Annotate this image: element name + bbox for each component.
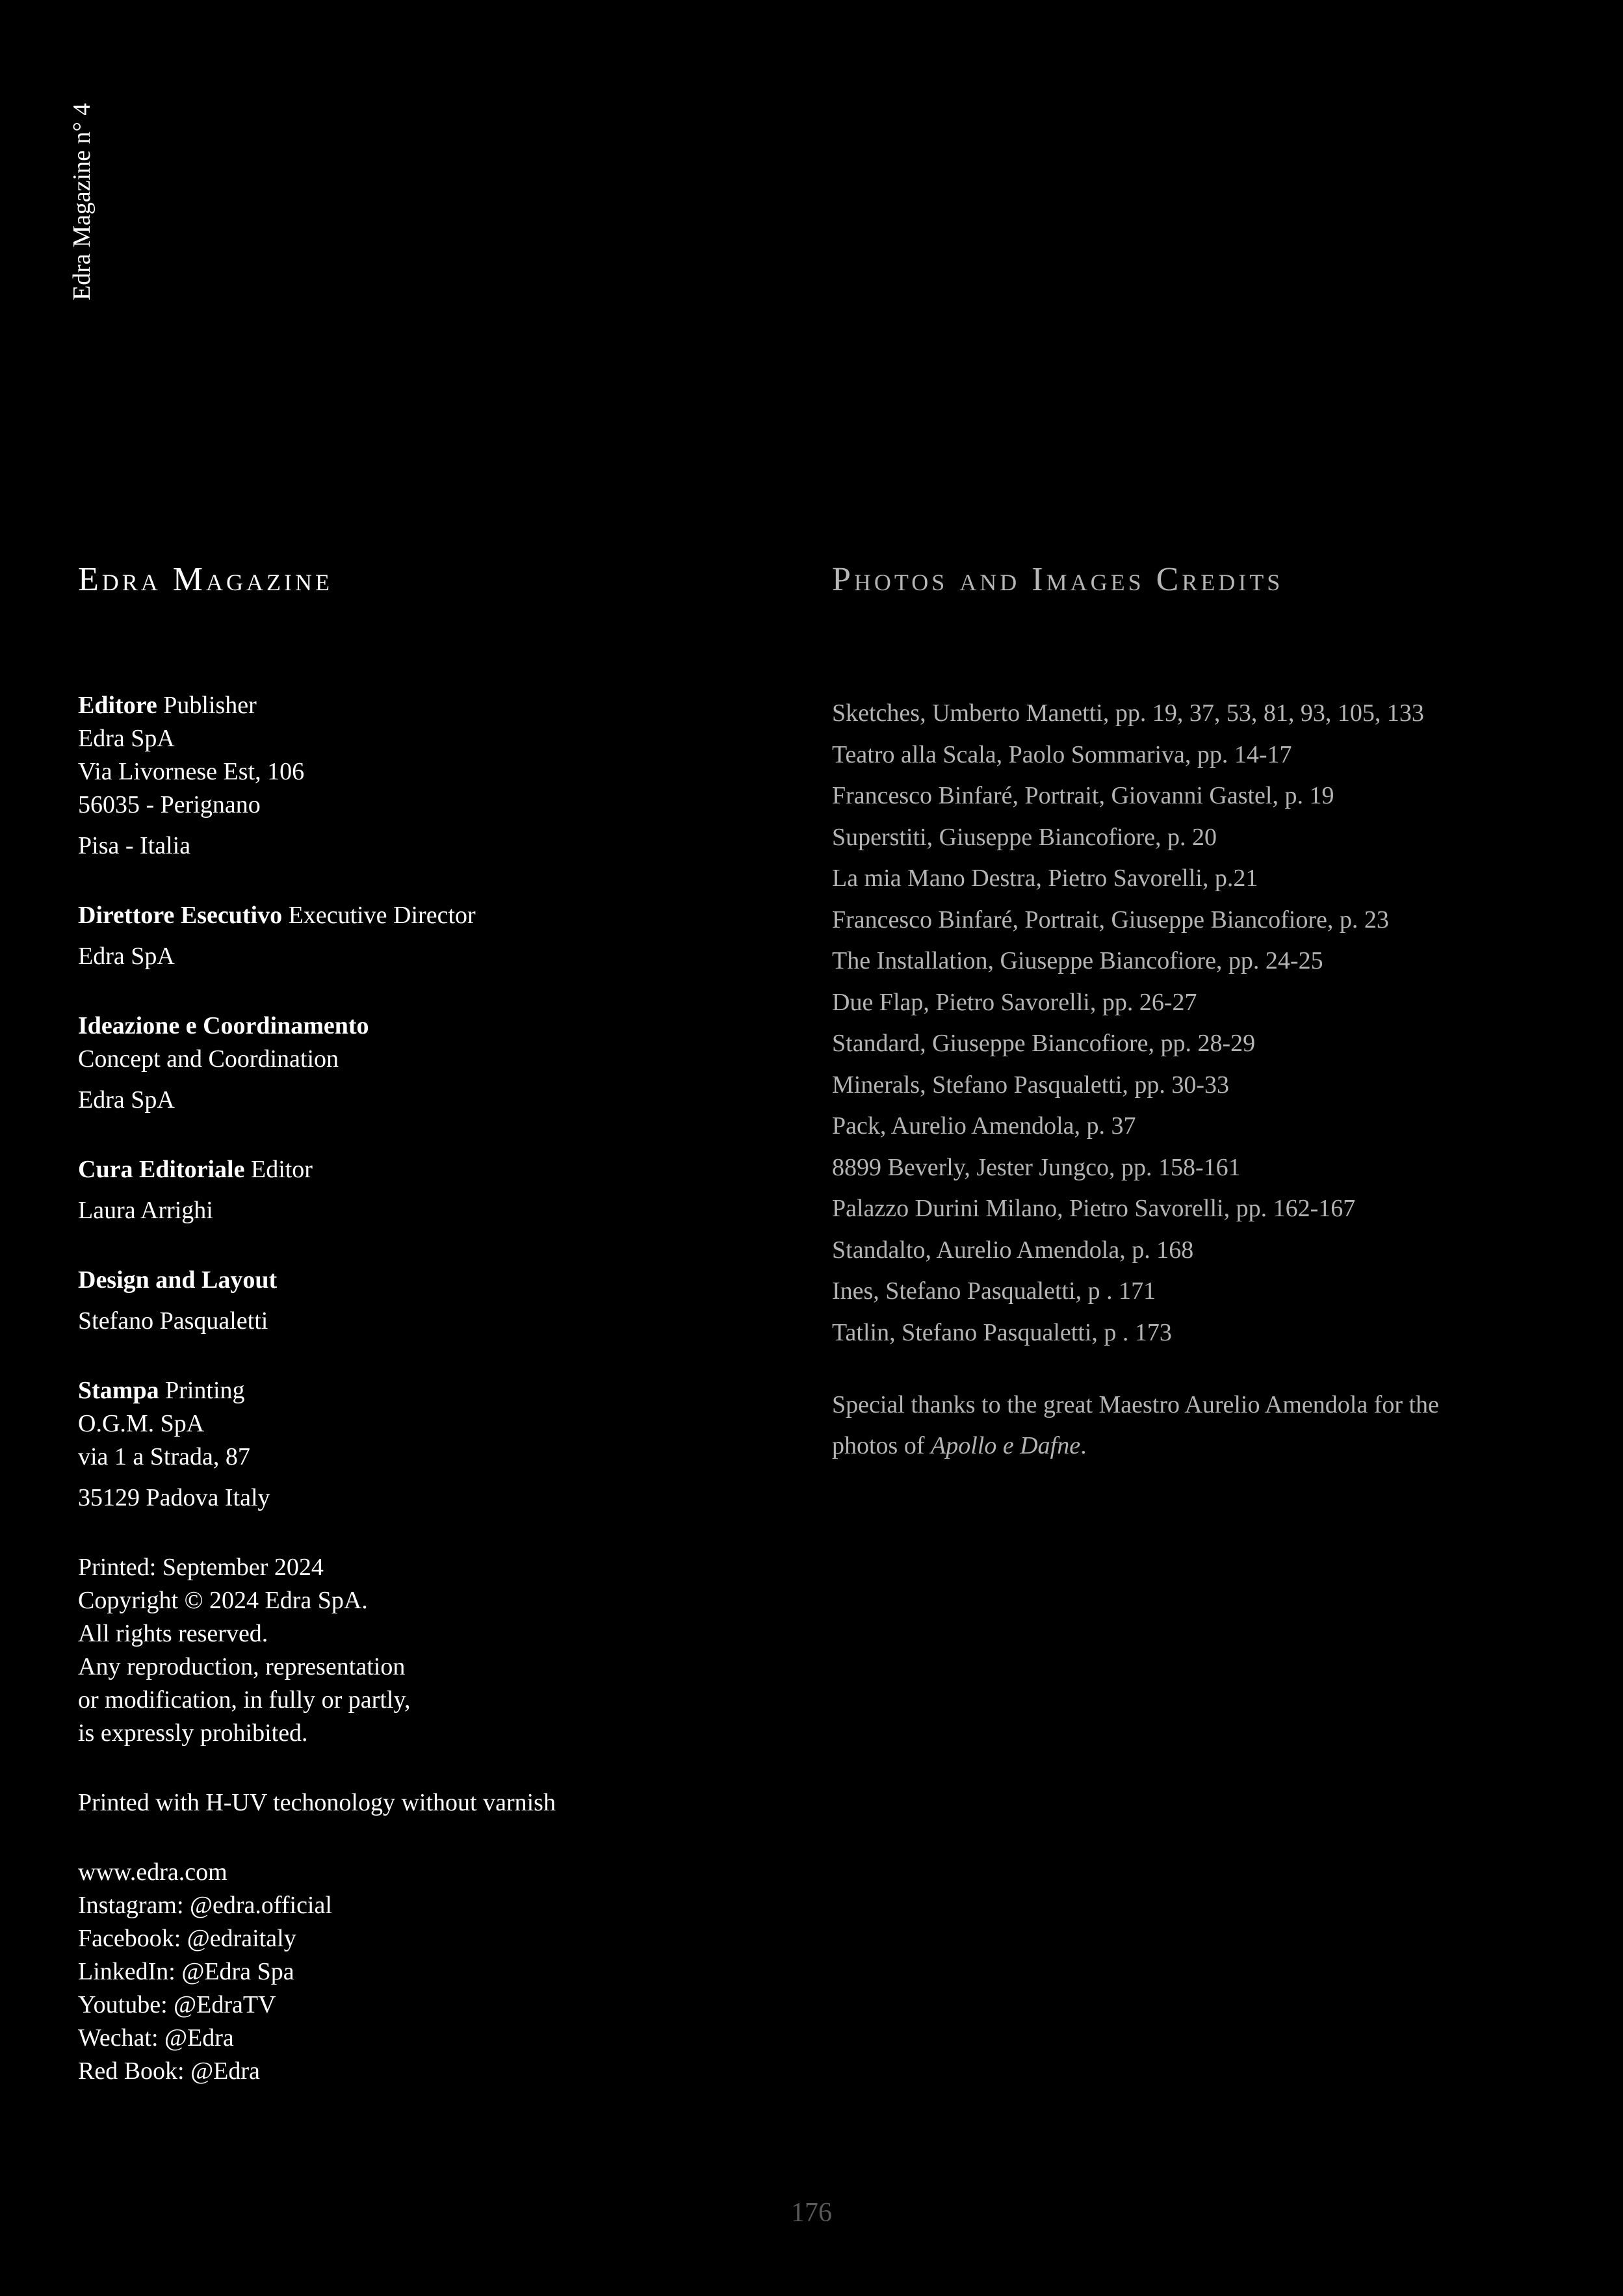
social-wechat: Wechat: @Edra xyxy=(78,2024,234,2052)
publisher-line: 56035 - Perignano xyxy=(78,791,261,818)
thanks-suffix: . xyxy=(1080,1432,1087,1459)
credits-list xyxy=(832,693,1579,1467)
concept-block xyxy=(78,1010,728,1117)
credit-item: Sketches, Umberto Manetti, pp. 19, 37, 53, 81, 93, 105, 133 xyxy=(832,699,1424,727)
social-facebook: Facebook: @edraitaly xyxy=(78,1925,296,1952)
credits-heading: Photos and Images Credits xyxy=(832,561,1284,598)
concept-label-en: Concept and Coordination xyxy=(78,1045,339,1073)
legal-line: Any reproduction, representation xyxy=(78,1653,406,1680)
credit-item: Due Flap, Pietro Savorelli, pp. 26-27 xyxy=(832,988,1197,1016)
credit-item: 8899 Beverly, Jester Jungco, pp. 158-161 xyxy=(832,1153,1241,1181)
credit-item: Tatlin, Stefano Pasqualetti, p . 173 xyxy=(832,1318,1172,1346)
publisher-label-en: Publisher xyxy=(163,692,257,719)
director-block xyxy=(78,899,728,973)
credit-item: The Installation, Giuseppe Biancofiore, pp. 24-25 xyxy=(832,947,1323,974)
social-instagram: Instagram: @edra.official xyxy=(78,1892,332,1919)
publisher-label-it: Editore xyxy=(78,692,157,719)
printing-line: 35129 Padova Italy xyxy=(78,1484,270,1511)
publisher-block xyxy=(78,689,728,863)
credit-item: Pack, Aurelio Amendola, p. 37 xyxy=(832,1112,1136,1140)
spine-title: Edra Magazine n° 4 xyxy=(68,103,96,300)
concept-value: Edra SpA xyxy=(78,1086,175,1114)
legal-block xyxy=(78,1551,728,1750)
credit-item: Teatro alla Scala, Paolo Sommariva, pp. 14-17 xyxy=(832,740,1292,768)
social-block xyxy=(78,1856,728,2088)
credit-item: Palazzo Durini Milano, Pietro Savorelli, pp. 162-167 xyxy=(832,1195,1356,1222)
director-label-en: Executive Director xyxy=(288,902,476,929)
credit-item: La mia Mano Destra, Pietro Savorelli, p.21 xyxy=(832,865,1258,892)
legal-line: is expressly prohibited. xyxy=(78,1719,308,1747)
website-link[interactable]: www.edra.com xyxy=(78,1859,227,1886)
publisher-line: Via Livornese Est, 106 xyxy=(78,758,305,785)
credit-item: Ines, Stefano Pasqualetti, p . 171 xyxy=(832,1277,1156,1305)
design-label: Design and Layout xyxy=(78,1266,278,1294)
publisher-label xyxy=(78,689,728,722)
director-value: Edra SpA xyxy=(78,943,175,970)
credit-item: Standard, Giuseppe Biancofiore, pp. 28-29 xyxy=(832,1030,1256,1057)
design-block xyxy=(78,1264,728,1338)
thanks-line-2 xyxy=(832,1426,1579,1467)
design-value: Stefano Pasqualetti xyxy=(78,1307,268,1335)
printing-label xyxy=(78,1374,728,1407)
printing-block xyxy=(78,1374,728,1515)
social-youtube: Youtube: @EdraTV xyxy=(78,1991,276,2018)
special-thanks xyxy=(832,1385,1579,1467)
printing-line: via 1 a Strada, 87 xyxy=(78,1443,250,1470)
colophon xyxy=(78,689,728,2124)
technology-block xyxy=(78,1786,728,1820)
thanks-work-title: Apollo e Dafne xyxy=(931,1432,1081,1459)
publisher-line: Edra SpA xyxy=(78,725,175,752)
concept-label-it: Ideazione e Coordinamento xyxy=(78,1012,369,1039)
credit-item: Superstiti, Giuseppe Biancofiore, p. 20 xyxy=(832,823,1217,851)
legal-line: All rights reserved. xyxy=(78,1620,268,1647)
editor-block xyxy=(78,1153,728,1227)
legal-line: Copyright © 2024 Edra SpA. xyxy=(78,1587,368,1614)
technology-note: Printed with H-UV techonology without varnish xyxy=(78,1789,556,1816)
editor-label xyxy=(78,1153,728,1186)
credit-item: Minerals, Stefano Pasqualetti, pp. 30-33 xyxy=(832,1071,1230,1099)
edra-magazine-heading: Edra Magazine xyxy=(78,561,333,598)
social-redbook: Red Book: @Edra xyxy=(78,2057,260,2085)
credit-item: Standalto, Aurelio Amendola, p. 168 xyxy=(832,1236,1194,1264)
printing-line: O.G.M. SpA xyxy=(78,1410,205,1437)
social-linkedin: LinkedIn: @Edra Spa xyxy=(78,1958,294,1985)
legal-line: or modification, in fully or partly, xyxy=(78,1686,411,1714)
printing-label-en: Printing xyxy=(165,1377,245,1404)
printing-label-it: Stampa xyxy=(78,1377,159,1404)
legal-line: Printed: September 2024 xyxy=(78,1554,324,1581)
credit-item: Francesco Binfaré, Portrait, Giovanni Gastel, p. 19 xyxy=(832,782,1334,809)
thanks-line-1: Special thanks to the great Maestro Aurelio Amendola for the xyxy=(832,1391,1439,1418)
publisher-line: Pisa - Italia xyxy=(78,832,191,859)
editor-label-en: Editor xyxy=(250,1156,313,1183)
editor-value: Laura Arrighi xyxy=(78,1197,213,1224)
page-number: 176 xyxy=(791,2198,832,2228)
credit-item: Francesco Binfaré, Portrait, Giuseppe Biancofiore, p. 23 xyxy=(832,906,1389,933)
director-label xyxy=(78,899,728,932)
editor-label-it: Cura Editoriale xyxy=(78,1156,245,1183)
thanks-prefix: photos of xyxy=(832,1432,931,1459)
director-label-it: Direttore Esecutivo xyxy=(78,902,283,929)
